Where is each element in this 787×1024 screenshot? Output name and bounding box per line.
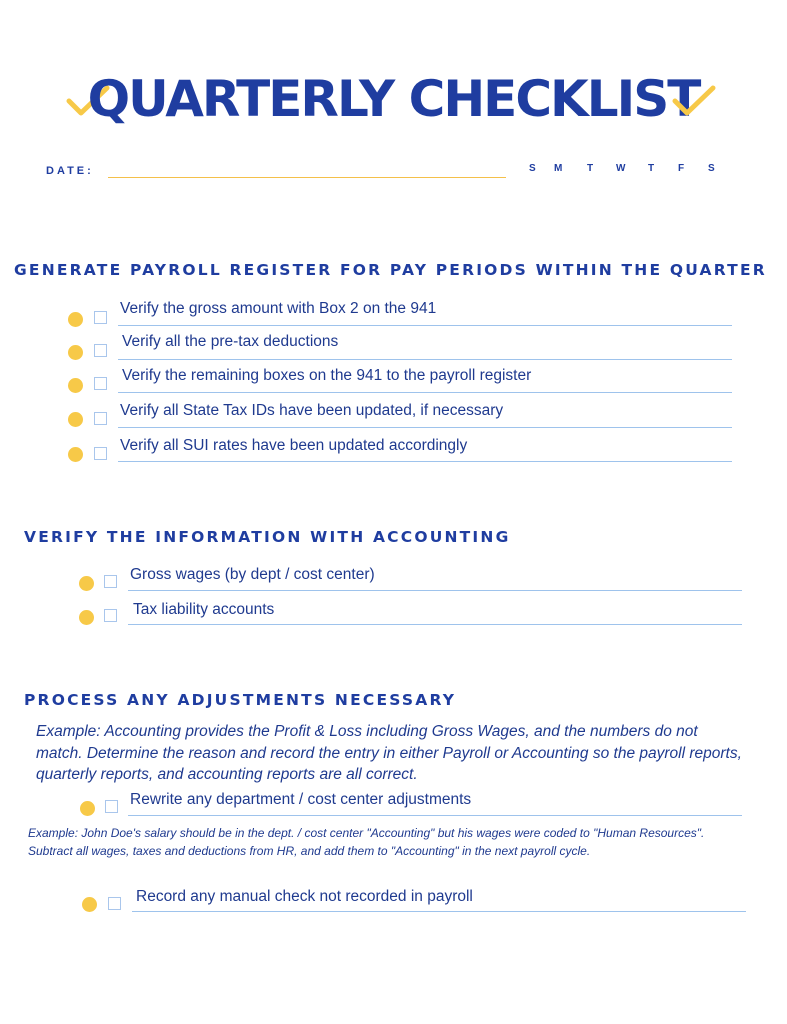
checklist-item-label: Tax liability accounts: [133, 601, 275, 618]
checklist-item: [0, 367, 787, 401]
date-field-line[interactable]: [108, 177, 506, 178]
checkbox[interactable]: [108, 897, 121, 910]
bullet-dot-icon: [79, 610, 94, 625]
bullet-dot-icon: [68, 378, 83, 393]
checkbox[interactable]: [94, 377, 107, 390]
item-underline: [118, 427, 732, 428]
item-underline: [118, 359, 732, 360]
checkbox[interactable]: [105, 800, 118, 813]
checklist-item-label: Verify all State Tax IDs have been updated, if necessary: [120, 402, 504, 419]
bullet-dot-icon: [68, 312, 83, 327]
checklist-item-label: Rewrite any department / cost center adjustments: [130, 791, 472, 808]
page-title: QUARTERLY CHECKLIST: [87, 70, 700, 128]
item-underline: [128, 590, 742, 591]
bullet-dot-icon: [79, 576, 94, 591]
checklist-item: [0, 888, 787, 922]
checklist-item-label: Verify the remaining boxes on the 941 to the payroll register: [122, 367, 532, 384]
bullet-dot-icon: [80, 801, 95, 816]
checkbox[interactable]: [104, 609, 117, 622]
item-underline: [118, 392, 732, 393]
checkbox[interactable]: [104, 575, 117, 588]
date-label: DATE:: [46, 165, 94, 177]
section-heading-accounting: VERIFY THE INFORMATION WITH ACCOUNTING: [24, 528, 511, 546]
weekday-friday[interactable]: F: [678, 163, 685, 174]
checkbox[interactable]: [94, 344, 107, 357]
bullet-dot-icon: [82, 897, 97, 912]
item-underline: [128, 624, 742, 625]
checkbox[interactable]: [94, 311, 107, 324]
bullet-dot-icon: [68, 447, 83, 462]
weekday-saturday[interactable]: S: [708, 163, 715, 174]
bullet-dot-icon: [68, 412, 83, 427]
checklist-item: [0, 566, 787, 600]
item-example-text: Example: John Doe's salary should be in the dept. / cost center "Accounting" but his wages were coded to "Human Resources". Subtract all wages, taxes and deductions from HR, and add them to "Accounting" in the next payroll cycle.: [28, 826, 705, 858]
section-heading-adjustments: PROCESS ANY ADJUSTMENTS NECESSARY: [24, 691, 457, 709]
item-underline: [128, 815, 742, 816]
weekday-wednesday[interactable]: W: [616, 163, 626, 174]
section-heading-payroll-register: GENERATE PAYROLL REGISTER FOR PAY PERIODS WITHIN THE QUARTER: [14, 261, 767, 279]
item-underline: [132, 911, 746, 912]
checklist-item: [0, 791, 787, 825]
checklist-item-label: Verify all SUI rates have been updated accordingly: [120, 437, 468, 454]
checkbox[interactable]: [94, 412, 107, 425]
item-underline: [118, 461, 732, 462]
item-underline: [118, 325, 732, 326]
checklist-item: [0, 333, 787, 367]
checklist-item-label: Record any manual check not recorded in payroll: [136, 888, 473, 905]
checklist-item-label: Gross wages (by dept / cost center): [130, 566, 375, 583]
weekday-thursday[interactable]: T: [648, 163, 655, 174]
checklist-item: [0, 300, 787, 334]
checkbox[interactable]: [94, 447, 107, 460]
checklist-item-label: Verify the gross amount with Box 2 on the 941: [120, 300, 437, 317]
checklist-item-label: Verify all the pre-tax deductions: [122, 333, 339, 350]
weekday-tuesday[interactable]: T: [587, 163, 594, 174]
checklist-item: [0, 437, 787, 471]
checklist-item: [0, 402, 787, 436]
weekday-monday[interactable]: M: [554, 163, 563, 174]
checkmark-right-icon: [672, 84, 716, 118]
checklist-item: [0, 601, 787, 635]
weekday-sunday[interactable]: S: [529, 163, 536, 174]
adjustments-example-text: Example: Accounting provides the Profit & Loss including Gross Wages, and the numbers do not match. Determine the reason and record the entry in either Payroll or Accounting so the payroll reports, quarterly reports, and accounting reports are all correct.: [36, 723, 742, 783]
bullet-dot-icon: [68, 345, 83, 360]
